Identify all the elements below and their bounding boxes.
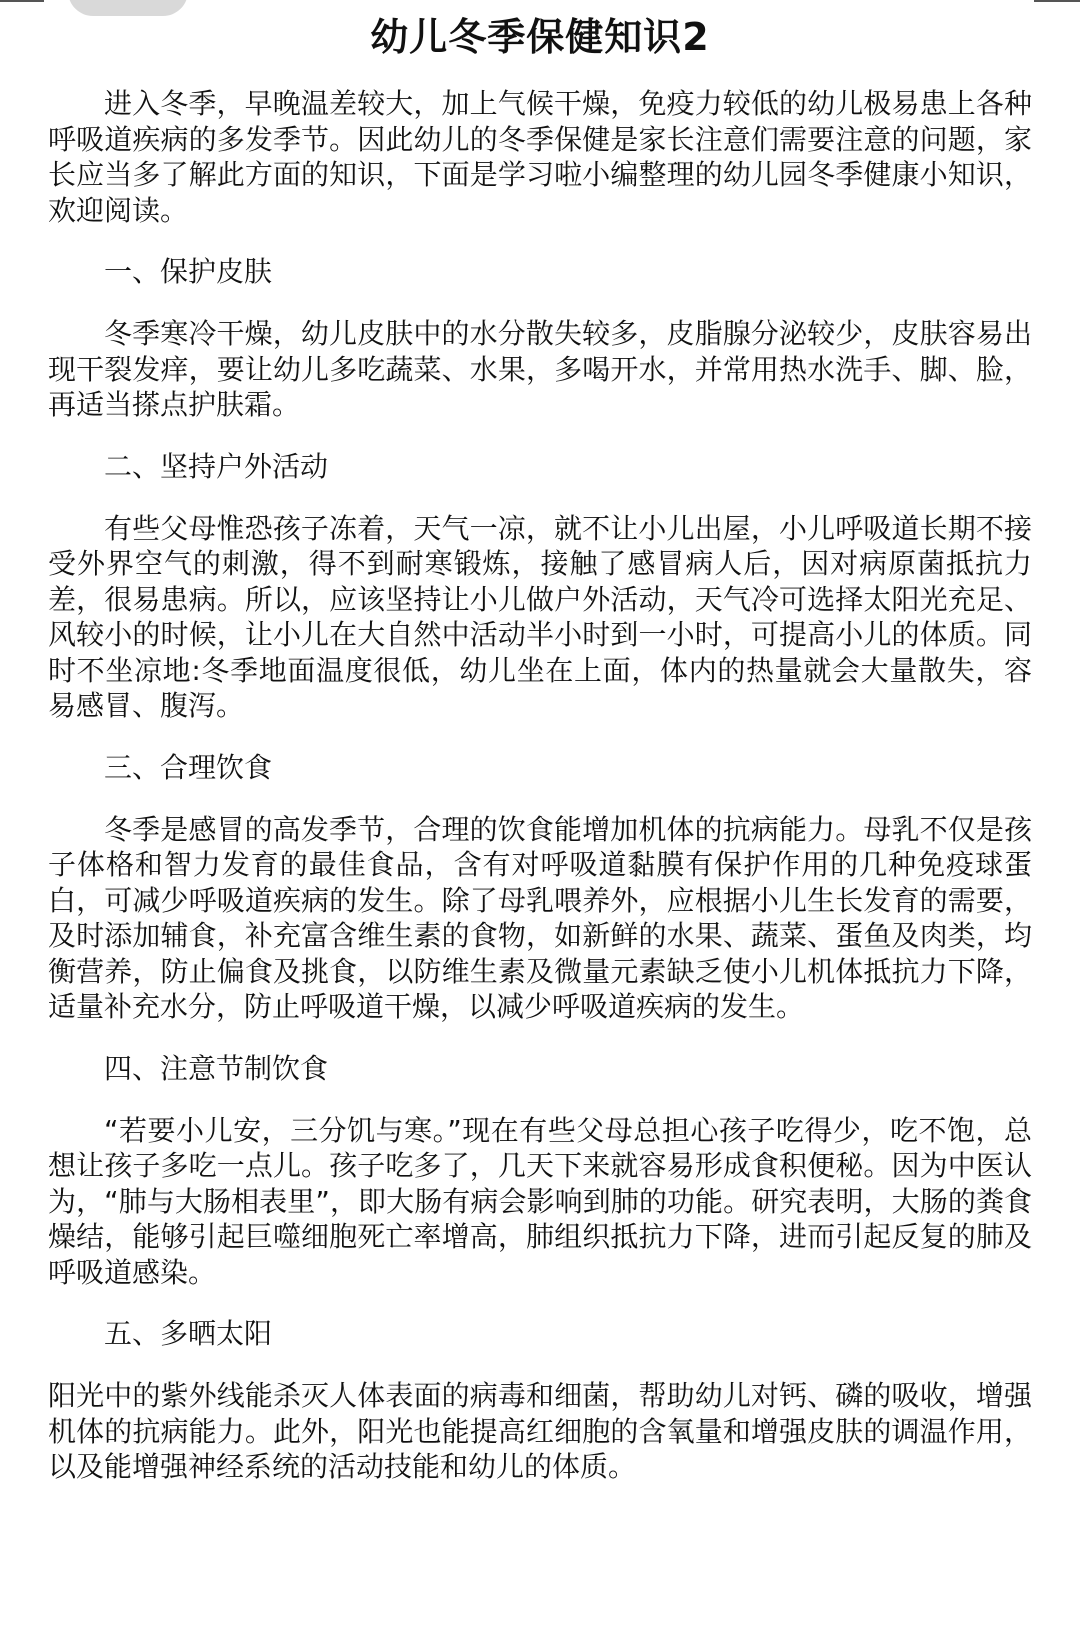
article: [48, 10, 1032, 1485]
section-body-diet: 冬季是感冒的高发季节，合理的饮食能增加机体的抗病能力。母乳不仅是孩子体格和智力发育的最佳食品，含有对呼吸道黏膜有保护作用的几种免疫球蛋白，可减少呼吸道疾病的发生。除了母乳喂养外，应根据小儿生长发育的需要，及时添加辅食，补充富含维生素的食物，如新鲜的水果、蔬菜、蛋鱼及肉类，均衡营养，防止偏食及挑食，以防维生素及微量元素缺乏使小儿机体抵抗力下降，适量补充水分，防止呼吸道干燥，以减少呼吸道疾病的发生。: [48, 812, 1032, 1023]
section-heading-moderation: 四、注意节制饮食: [104, 1051, 329, 1085]
intro-paragraph: 进入冬季，早晚温差较大，加上气候干燥，免疫力较低的幼儿极易患上各种呼吸道疾病的多发季节。因此幼儿的冬季保健是家长注意们需要注意的问题，家长应当多了解此方面的知识，下面是学习啦小编整理的幼儿园冬季健康小知识，欢迎阅读。: [48, 87, 1032, 227]
section-body-sunlight: 阳光中的紫外线能杀灭人体表面的病毒和细菌，帮助幼儿对钙、磷的吸收，增强机体的抗病能力。此外，阳光也能提高红细胞的含氧量和增强皮肤的调温作用，以及能增强神经系统的活动技能和幼儿的体质。: [48, 1379, 1032, 1483]
section-heading-outdoor: 二、坚持户外活动: [104, 449, 329, 483]
section-body-outdoor: 有些父母惟恐孩子冻着，天气一凉，就不让小儿出屋，小儿呼吸道长期不接受外界空气的刺激，得不到耐寒锻炼，接触了感冒病人后，因对病原菌抵抗力差，很易患病。所以，应该坚持让小儿做户外活动，天气冷可选择太阳光充足、风较小的时候，让小儿在大自然中活动半小时到一小时，可提高小儿的体质。同时不坐凉地:冬季地面温度很低，幼儿坐在上面，体内的热量就会大量散失，容易感冒、腹泻。: [48, 511, 1032, 722]
top-edge-line-left: [0, 0, 44, 2]
section-body-moderation: “若要小儿安，三分饥与寒。”现在有些父母总担心孩子吃得少，吃不饱，总想让孩子多吃一点儿。孩子吃多了，几天下来就容易形成食积便秘。因为中医认为，“肺与大肠相表里”，即大肠有病会影响到肺的功能。研究表明，大肠的粪食燥结，能够引起巨噬细胞死亡率增高，肺组织抵抗力下降，进而引起反复的肺及呼吸道感染。: [48, 1113, 1032, 1289]
section-heading-sunlight: 五、多晒太阳: [104, 1317, 273, 1350]
section-heading-skin: 一、保护皮肤: [104, 255, 273, 288]
top-edge-line-right: [1034, 0, 1080, 2]
section-body-skin: 冬季寒冷干燥，幼儿皮肤中的水分散失较多，皮脂腺分泌较少，皮肤容易出现干裂发痒，要让幼儿多吃蔬菜、水果，多喝开水，并常用热水洗手、脚、脸，再适当搽点护肤霜。: [48, 317, 1032, 421]
article-title: 幼儿冬季保健知识2: [370, 15, 710, 59]
section-heading-diet: 三、合理饮食: [104, 750, 273, 784]
